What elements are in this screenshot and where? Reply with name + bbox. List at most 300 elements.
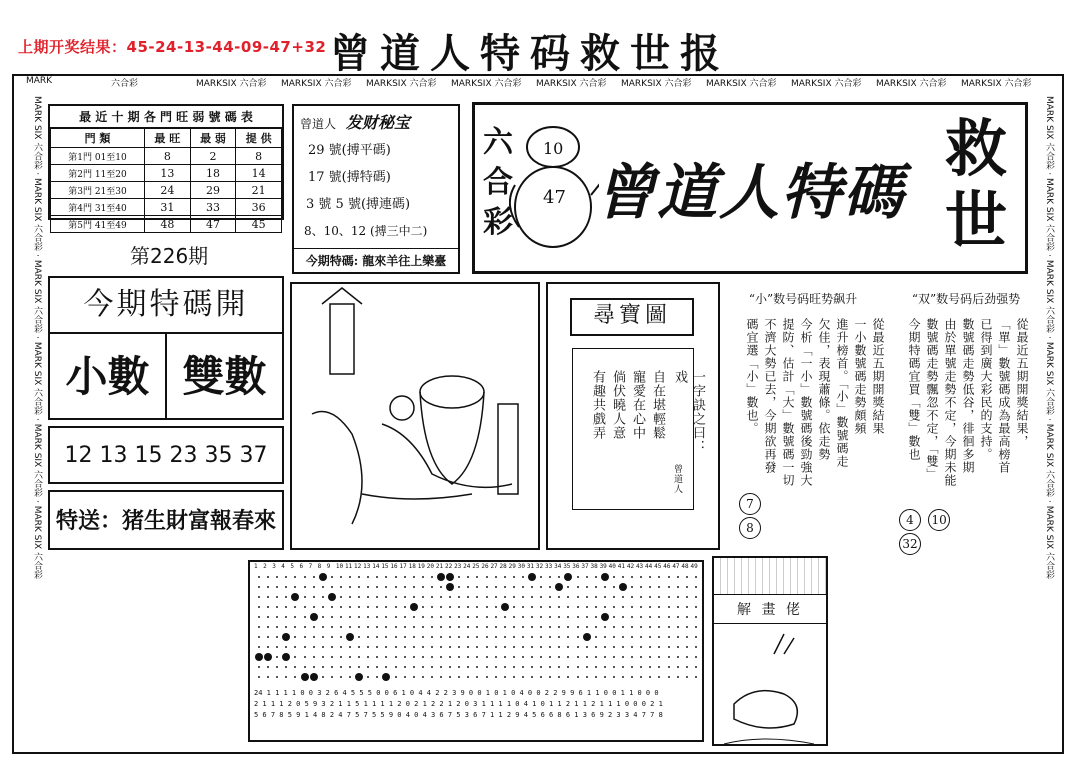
grid-dot — [476, 626, 478, 628]
grid-dot — [513, 646, 515, 648]
grid-dot — [440, 596, 442, 598]
grid-dot — [613, 646, 615, 648]
grid-dot — [531, 616, 533, 618]
grid-dot — [367, 576, 369, 578]
trend-column: 已得到廣大彩民的支持。 — [979, 318, 993, 461]
grid-dot — [304, 666, 306, 668]
grid-dot — [567, 636, 569, 638]
grid-dot — [504, 576, 506, 578]
newspaper-title: 曾道人特码救世报 — [330, 30, 730, 77]
grid-dot — [395, 606, 397, 608]
grid-dot — [495, 676, 497, 678]
grid-dot — [440, 636, 442, 638]
grid-dot — [658, 626, 660, 628]
grid-mark — [382, 673, 390, 681]
grid-column-number: 37 — [581, 563, 589, 570]
grid-column-number: 33 — [545, 563, 553, 570]
grid-dot — [322, 606, 324, 608]
grid-column-number: 45 — [654, 563, 662, 570]
grid-dot — [631, 666, 633, 668]
grid-dot — [413, 576, 415, 578]
treasure-box — [292, 104, 460, 274]
grid-dot — [577, 646, 579, 648]
trend-column: 數號碼走勢飄忽不定，「雙」 — [925, 318, 939, 481]
grid-dot — [340, 656, 342, 658]
grid-column-number: 44 — [645, 563, 653, 570]
grid-dot — [658, 636, 660, 638]
issue-number: 第226期 — [130, 244, 209, 268]
grid-dot — [267, 646, 269, 648]
grid-column-number: 8 — [317, 563, 322, 570]
grid-column-number: 42 — [626, 563, 635, 570]
grid-dot — [422, 676, 424, 678]
grid-dot — [358, 576, 360, 578]
hunt-hint: 一字訣之曰：戏 — [672, 370, 705, 454]
grid-dot — [285, 666, 287, 668]
grid-dot — [531, 626, 533, 628]
grid-column-number: 14 — [372, 563, 380, 570]
grid-dot — [304, 656, 306, 658]
grid-mark — [564, 573, 572, 581]
grid-bottom-row-2: 2 1 1 1 2 0 5 9 3 2 1 1 5 1 1 1 1 2 0 2 1 2 2 1 2 0 3 1 1 1 1 0 4 1 0 1 1 2 1 1 2 1 1 1 0 0 0 2 1 — [254, 700, 663, 708]
grid-dot — [613, 656, 615, 658]
grid-dot — [586, 586, 588, 588]
grid-dot — [258, 626, 260, 628]
grid-dot — [495, 656, 497, 658]
grid-dot — [367, 676, 369, 678]
strip-item: MARK — [26, 76, 53, 86]
grid-dot — [577, 596, 579, 598]
grid-mark — [282, 653, 290, 661]
grid-dot — [313, 656, 315, 658]
grid-dot — [313, 586, 315, 588]
grid-column-number: 32 — [535, 563, 544, 570]
grid-dot — [558, 666, 560, 668]
grid-dot — [686, 656, 688, 658]
grid-dot — [622, 576, 624, 578]
grid-dot — [404, 656, 406, 658]
illustration-box — [290, 282, 540, 550]
grid-dot — [395, 636, 397, 638]
grid-dot — [294, 576, 296, 578]
grid-dot — [586, 646, 588, 648]
grid-dot — [322, 646, 324, 648]
grid-dot — [658, 576, 660, 578]
top-strip — [26, 76, 1046, 96]
grid-dot — [695, 636, 697, 638]
grid-dot — [677, 626, 679, 628]
grid-dot — [322, 596, 324, 598]
grid-dot — [495, 666, 497, 668]
grid-dot — [640, 586, 642, 588]
grid-dot — [531, 596, 533, 598]
grid-dot — [267, 586, 269, 588]
grid-dot — [613, 596, 615, 598]
grid-dot — [695, 626, 697, 628]
grid-dot — [540, 576, 542, 578]
grid-dot — [431, 646, 433, 648]
grid-dot — [276, 666, 278, 668]
grid-column-number: 39 — [599, 563, 607, 570]
grid-column-number: 11 — [344, 563, 353, 570]
grid-dot — [577, 606, 579, 608]
grid-dot — [577, 616, 579, 618]
grid-mark — [310, 673, 318, 681]
grid-dot — [631, 616, 633, 618]
grid-dot — [449, 606, 451, 608]
grid-dot — [322, 656, 324, 658]
strip-item: MARKSIX 六合彩 — [876, 79, 947, 89]
grid-dot — [658, 676, 660, 678]
grid-dot — [476, 596, 478, 598]
grid-column-number: 30 — [517, 563, 525, 570]
rank-table — [50, 128, 282, 233]
grid-dot — [622, 676, 624, 678]
grid-dot — [586, 666, 588, 668]
grid-dot — [267, 666, 269, 668]
grid-dot — [567, 666, 569, 668]
grid-dot — [313, 596, 315, 598]
trend-column: 由於單號走勢不定，今期未能 — [943, 318, 957, 487]
rank-header-hot: 最 旺 — [145, 129, 191, 148]
grid-dot — [668, 626, 670, 628]
special-open-heading: 今期特碼開 — [50, 278, 282, 334]
grid-mark — [301, 673, 309, 681]
grid-dot — [577, 636, 579, 638]
grid-dot — [440, 606, 442, 608]
grid-dot — [385, 596, 387, 598]
grid-dot — [304, 636, 306, 638]
banner-box — [472, 102, 1028, 274]
grid-dot — [631, 586, 633, 588]
grid-dot — [522, 586, 524, 588]
grid-dot — [649, 626, 651, 628]
grid-dot — [294, 606, 296, 608]
grid-dot — [304, 586, 306, 588]
grid-dot — [622, 596, 624, 598]
grid-dot — [376, 606, 378, 608]
grid-dot — [476, 636, 478, 638]
grid-column-number: 34 — [554, 563, 562, 570]
grid-dot — [376, 656, 378, 658]
grid-dot — [631, 646, 633, 648]
grid-dot — [486, 636, 488, 638]
grid-dot — [686, 576, 688, 578]
grid-column-number: 6 — [299, 563, 304, 570]
grid-dot — [504, 636, 506, 638]
grid-dot — [658, 596, 660, 598]
grid-dot — [440, 586, 442, 588]
grid-dot — [486, 616, 488, 618]
grid-dot — [376, 626, 378, 628]
grid-dot — [495, 626, 497, 628]
grid-dot — [267, 576, 269, 578]
grid-dot — [631, 636, 633, 638]
grid-mark — [282, 633, 290, 641]
grid-dot — [476, 616, 478, 618]
grid-dot — [276, 596, 278, 598]
trend-column: 碼宜選「小」數也。 — [745, 318, 759, 435]
grid-dot — [649, 586, 651, 588]
grid-dot — [595, 666, 597, 668]
grid-dot — [467, 636, 469, 638]
grid-dot — [695, 666, 697, 668]
left-side-strip: MARK SIX 六合彩 · MARK SIX 六合彩 · MARK SIX 六合彩 · MARK SIX 六合彩 · MARK SIX 六合彩 · MARK SIX 六合彩 — [32, 96, 42, 580]
jie-hua-title: 解 畫 佬 — [714, 595, 826, 624]
grid-dot — [640, 606, 642, 608]
grid-dot — [458, 666, 460, 668]
grid-dot — [367, 596, 369, 598]
grid-dot — [686, 626, 688, 628]
strip-item: MARKSIX 六合彩 — [366, 79, 437, 89]
grid-dot — [395, 586, 397, 588]
grid-dot — [476, 646, 478, 648]
small-trend-title: “小”数号码旺势飙升 — [748, 292, 858, 306]
strip-item: MARKSIX 六合彩 — [706, 79, 777, 89]
grid-dot — [513, 586, 515, 588]
grid-dot — [431, 626, 433, 628]
grid-dot — [404, 606, 406, 608]
grid-dot — [276, 576, 278, 578]
grid-dot — [440, 676, 442, 678]
grid-dot — [404, 616, 406, 618]
grid-column-number: 40 — [608, 563, 616, 570]
grid-dot — [595, 626, 597, 628]
grid-dot — [631, 576, 633, 578]
strip-item: MARKSIX 六合彩 — [536, 79, 607, 89]
grid-dot — [649, 576, 651, 578]
grid-dot — [404, 676, 406, 678]
grid-dot — [604, 646, 606, 648]
grid-dot — [631, 606, 633, 608]
grid-dot — [413, 666, 415, 668]
grid-dot — [613, 666, 615, 668]
grid-dot — [431, 586, 433, 588]
grid-dot — [540, 606, 542, 608]
grid-dot — [313, 576, 315, 578]
grid-dot — [276, 586, 278, 588]
grid-dot — [385, 626, 387, 628]
grid-dot — [686, 596, 688, 598]
grid-dot — [586, 626, 588, 628]
grid-dot — [495, 616, 497, 618]
grid-dot — [431, 606, 433, 608]
grid-dot — [567, 676, 569, 678]
grid-dot — [604, 656, 606, 658]
grid-dot — [431, 636, 433, 638]
grid-dot — [294, 666, 296, 668]
grid-dot — [476, 656, 478, 658]
grid-column-number: 22 — [444, 563, 453, 570]
grid-mark — [501, 603, 509, 611]
grid-dot — [385, 666, 387, 668]
grid-dot — [613, 606, 615, 608]
grid-dot — [668, 656, 670, 658]
grid-dot — [549, 626, 551, 628]
grid-dot — [349, 616, 351, 618]
grid-dot — [567, 646, 569, 648]
grid-dot — [294, 626, 296, 628]
grid-dot — [649, 656, 651, 658]
grid-dot — [567, 626, 569, 628]
grid-mark — [446, 583, 454, 591]
grid-dot — [276, 646, 278, 648]
grid-dot — [258, 636, 260, 638]
grid-column-number: 36 — [572, 563, 580, 570]
grid-dot — [413, 616, 415, 618]
grid-dot — [522, 606, 524, 608]
grid-column-number: 28 — [499, 563, 507, 570]
grid-dot — [395, 576, 397, 578]
grid-dot — [686, 646, 688, 648]
table-row: 第1門 01至10 8 2 8 — [51, 148, 282, 165]
grid-dot — [540, 586, 542, 588]
grid-dot — [449, 636, 451, 638]
grid-dot — [449, 646, 451, 648]
grid-dot — [540, 596, 542, 598]
grid-dot — [495, 646, 497, 648]
grid-dot — [577, 626, 579, 628]
grid-dot — [586, 596, 588, 598]
grid-dot — [668, 586, 670, 588]
grid-dot — [658, 656, 660, 658]
grid-dot — [658, 586, 660, 588]
grid-dot — [458, 586, 460, 588]
grid-dot — [476, 666, 478, 668]
grid-dot — [486, 626, 488, 628]
grid-dot — [458, 636, 460, 638]
grid-dot — [586, 616, 588, 618]
grid-column-number: 48 — [681, 563, 689, 570]
grid-dot — [504, 646, 506, 648]
grid-dot — [422, 576, 424, 578]
grid-dot — [677, 646, 679, 648]
grid-dot — [340, 666, 342, 668]
grid-column-number: 3 — [272, 563, 276, 570]
grid-dot — [422, 636, 424, 638]
grid-column-number: 12 — [354, 563, 362, 570]
grid-dot — [458, 616, 460, 618]
grid-column-number: 18 — [408, 563, 416, 570]
grid-dot — [349, 576, 351, 578]
grid-dot — [285, 586, 287, 588]
grid-dot — [613, 626, 615, 628]
grid-dot — [549, 576, 551, 578]
treasure-line-2: 17 號(搏特碼) — [308, 170, 391, 185]
grid-dot — [358, 666, 360, 668]
treasure-hunt-box — [546, 282, 720, 550]
grid-column-number: 47 — [672, 563, 680, 570]
grid-dot — [658, 646, 660, 648]
grid-dot — [522, 676, 524, 678]
grid-dot — [285, 626, 287, 628]
grid-dot — [322, 636, 324, 638]
treasure-prefix: 曾道人 — [300, 117, 337, 131]
grid-dot — [613, 586, 615, 588]
grid-dot — [331, 626, 333, 628]
grid-dot — [522, 666, 524, 668]
grid-column-number: 27 — [490, 563, 498, 570]
grid-dot — [258, 606, 260, 608]
grid-dot — [649, 606, 651, 608]
hunt-line-4: 有趣共戲弄 — [590, 370, 605, 440]
grid-dot — [686, 636, 688, 638]
grid-dot — [440, 656, 442, 658]
trend-column: 欠佳，表現蕭條。依走勢 — [817, 318, 831, 461]
grid-dot — [458, 576, 460, 578]
grid-dot — [440, 646, 442, 648]
grid-dot — [513, 666, 515, 668]
grid-column-number: 10 — [335, 563, 344, 570]
grid-dot — [304, 626, 306, 628]
grid-dot — [467, 616, 469, 618]
grid-dot — [658, 606, 660, 608]
grid-dot — [513, 616, 515, 618]
grid-dot — [358, 616, 360, 618]
grid-dot — [622, 666, 624, 668]
grid-dot — [640, 656, 642, 658]
grid-dot — [540, 676, 542, 678]
grid-dot — [258, 596, 260, 598]
special-open-double: 雙數 — [182, 352, 267, 401]
strip-item: MARKSIX 六合彩 — [791, 79, 862, 89]
hunt-line-1: 自在堪輕鬆 — [650, 370, 665, 440]
grid-dot — [668, 616, 670, 618]
grid-dot — [267, 616, 269, 618]
grid-dot — [258, 646, 260, 648]
grid-dot — [458, 676, 460, 678]
grid-dot — [668, 636, 670, 638]
grid-dot — [358, 636, 360, 638]
grid-dot — [622, 626, 624, 628]
grid-dot — [586, 606, 588, 608]
grid-dot — [276, 676, 278, 678]
grid-dot — [404, 626, 406, 628]
grid-dot — [631, 676, 633, 678]
grid-dot — [267, 606, 269, 608]
grid-dot — [422, 606, 424, 608]
grid-dot — [595, 606, 597, 608]
grid-dot — [604, 596, 606, 598]
grid-mark — [310, 613, 318, 621]
grid-mark — [355, 673, 363, 681]
grid-dot — [467, 666, 469, 668]
grid-dot — [331, 676, 333, 678]
grid-dot — [422, 666, 424, 668]
grid-dot — [677, 616, 679, 618]
grid-mark — [601, 613, 609, 621]
grid-dot — [367, 626, 369, 628]
grid-mark — [437, 573, 445, 581]
grid-dot — [458, 646, 460, 648]
grid-dot — [322, 676, 324, 678]
grid-dot — [422, 586, 424, 588]
grid-dot — [649, 676, 651, 678]
grid-dot — [567, 606, 569, 608]
grid-dot — [422, 596, 424, 598]
grid-dot — [677, 606, 679, 608]
grid-dot — [376, 676, 378, 678]
grid-dot — [476, 606, 478, 608]
grid-dot — [285, 616, 287, 618]
grid-dot — [404, 596, 406, 598]
grid-dot — [531, 656, 533, 658]
grid-dot — [668, 676, 670, 678]
grid-dot — [513, 636, 515, 638]
grid-dot — [595, 656, 597, 658]
grid-dot — [677, 636, 679, 638]
grid-dot — [449, 596, 451, 598]
